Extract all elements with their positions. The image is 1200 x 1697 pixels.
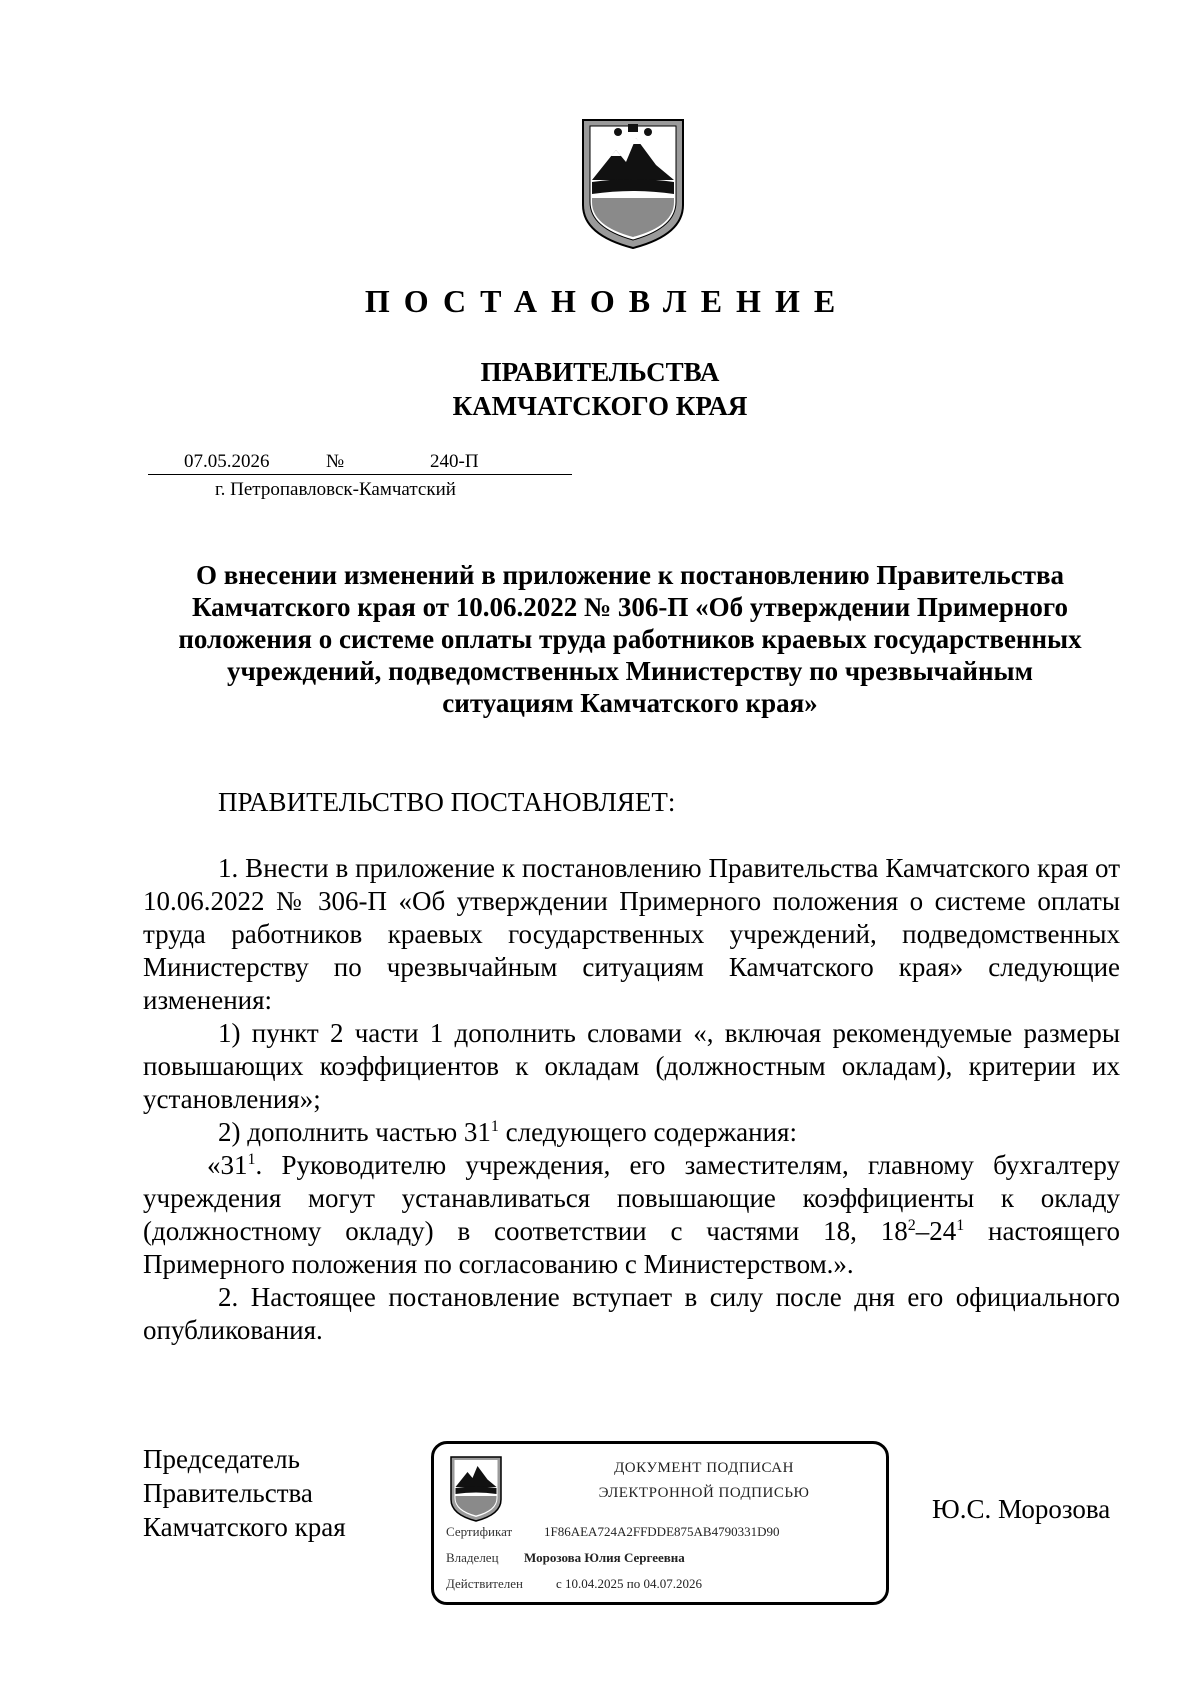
validity-value: с 10.04.2025 по 04.07.2026	[556, 1576, 702, 1591]
stamp-validity-row	[446, 1576, 702, 1592]
date-number-line	[148, 448, 572, 475]
p4-text-a: «31	[207, 1150, 248, 1180]
certificate-value: 1F86AEA724A2FFDDE875AB4790331D90	[544, 1524, 780, 1539]
validity-label: Действителен	[446, 1576, 523, 1591]
body-paragraph-1: 1. Внести в приложение к постановлению Правительства Камчатского края от 10.06.2022 № 306-П «Об утверждении Примерного положения о системе оплаты труда работников краевых государственных учреждений, подведомственных Министерству по чрезвычайным ситуациям Камчатского края» следующие изменения:	[143, 853, 1120, 1015]
body-paragraph-2: 1) пункт 2 части 1 дополнить словами «, включая рекомендуемые размеры повышающих коэффициентов к окладам (должностным окладам), критерии их установления»;	[143, 1018, 1120, 1114]
p4-text-b: . Руководителю учреждения, его заместителям, главному бухгалтеру учреждения могут устанавливаться повышающие коэффициенты к окладу (должностному окладу) в соответствии с частями 18, 18	[143, 1150, 1120, 1246]
p3-text-b: следующего содержания:	[498, 1117, 797, 1147]
title-line: положения о системе оплаты труда работников краевых государственных	[178, 624, 1082, 654]
document-body	[143, 852, 1120, 1347]
title-line: учреждений, подведомственных Министерству по чрезвычайным	[227, 656, 1033, 686]
superscript: 1	[490, 1118, 499, 1135]
electronic-signature-stamp	[431, 1441, 889, 1605]
kamchatka-coat-of-arms-icon	[448, 1452, 504, 1522]
city: г. Петропавловск-Камчатский	[215, 479, 456, 500]
title-line: Камчатского края от 10.06.2022 № 306-П «Об утверждении Примерного	[191, 592, 1069, 622]
position-line: Камчатского края	[143, 1512, 346, 1542]
superscript: 1	[247, 1151, 256, 1168]
signatory-position	[143, 1442, 346, 1544]
number-sign: №	[326, 451, 345, 472]
kamchatka-coat-of-arms-icon	[578, 110, 688, 250]
owner-label: Владелец	[446, 1550, 499, 1565]
p4-text-d: настоящего Примерного положения по согласованию с Министерством.».	[143, 1216, 1120, 1279]
stamp-heading-line-2: ЭЛЕКТРОННОЙ ПОДПИСЬЮ	[598, 1485, 810, 1501]
position-line: Правительства	[143, 1478, 313, 1508]
document-number: 240-П	[430, 451, 479, 472]
document-title	[140, 559, 1120, 719]
stamp-owner-row	[446, 1550, 685, 1566]
document-date: 07.05.2026	[184, 451, 270, 472]
org-line-2: КАМЧАТСКОГО КРАЯ	[452, 391, 748, 421]
p4-text-c: –24	[915, 1216, 957, 1246]
decree-statement: ПРАВИТЕЛЬСТВО ПОСТАНОВЛЯЕТ:	[218, 787, 676, 817]
org-line-1: ПРАВИТЕЛЬСТВА	[480, 357, 720, 387]
title-line: ситуациям Камчатского края»	[442, 688, 818, 718]
stamp-heading	[534, 1456, 874, 1506]
body-paragraph-4	[143, 1149, 1120, 1281]
superscript: 2	[907, 1217, 916, 1234]
superscript: 1	[956, 1217, 965, 1234]
owner-value: Морозова Юлия Сергеевна	[524, 1550, 685, 1565]
signatory-name: Ю.С. Морозова	[932, 1494, 1111, 1524]
document-type-heading: ПОСТАНОВЛЕНИЕ	[364, 283, 850, 319]
stamp-certificate-row	[446, 1524, 779, 1540]
position-line: Председатель	[143, 1444, 300, 1474]
stamp-heading-line-1: ДОКУМЕНТ ПОДПИСАН	[614, 1460, 794, 1476]
p3-text-a: 2) дополнить частью 31	[218, 1117, 491, 1147]
title-line: О внесении изменений в приложение к постановлению Правительства	[195, 560, 1065, 590]
body-paragraph-5: 2. Настоящее постановление вступает в силу после дня его официального опубликования.	[143, 1282, 1120, 1345]
body-paragraph-3	[143, 1116, 1120, 1149]
certificate-label: Сертификат	[446, 1524, 513, 1539]
issuing-organization	[0, 355, 1200, 423]
